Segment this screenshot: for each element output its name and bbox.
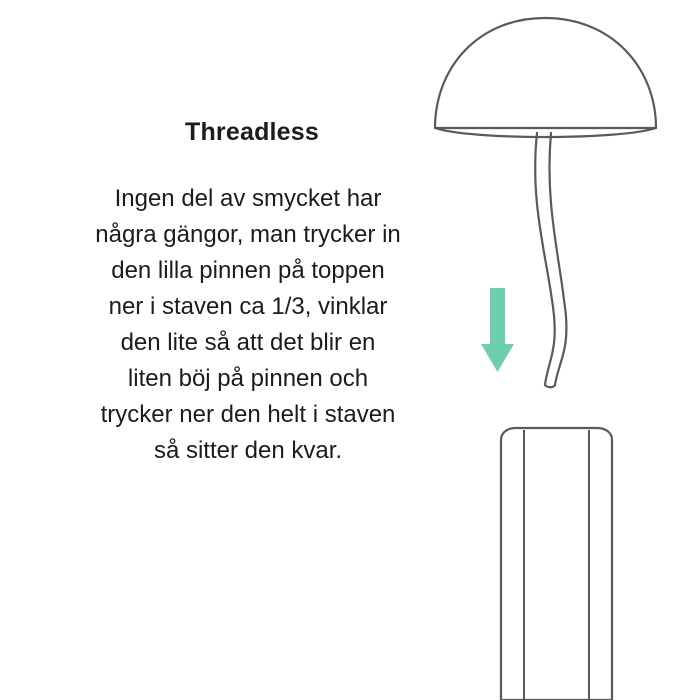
- instruction-line: Ingen del av smycket har: [114, 185, 382, 212]
- instruction-line: den lilla pinnen på toppen: [111, 257, 385, 284]
- instruction-line: så sitter den kvar.: [153, 437, 343, 464]
- instruction-paragraph: [0, 181, 496, 469]
- page-title: Threadless: [184, 118, 319, 146]
- instruction-text-block: [0, 118, 496, 469]
- instruction-line: den lite så att det blir en: [120, 329, 376, 356]
- bent-pin: [535, 133, 566, 387]
- instruction-line: liten böj på pinnen och: [127, 365, 369, 392]
- barbell-post: [501, 428, 612, 700]
- instruction-line: trycker ner den helt i staven: [100, 401, 396, 428]
- instruction-line: några gängor, man trycker in: [95, 221, 401, 248]
- instruction-line: ner i staven ca 1/3, vinklar: [108, 293, 388, 320]
